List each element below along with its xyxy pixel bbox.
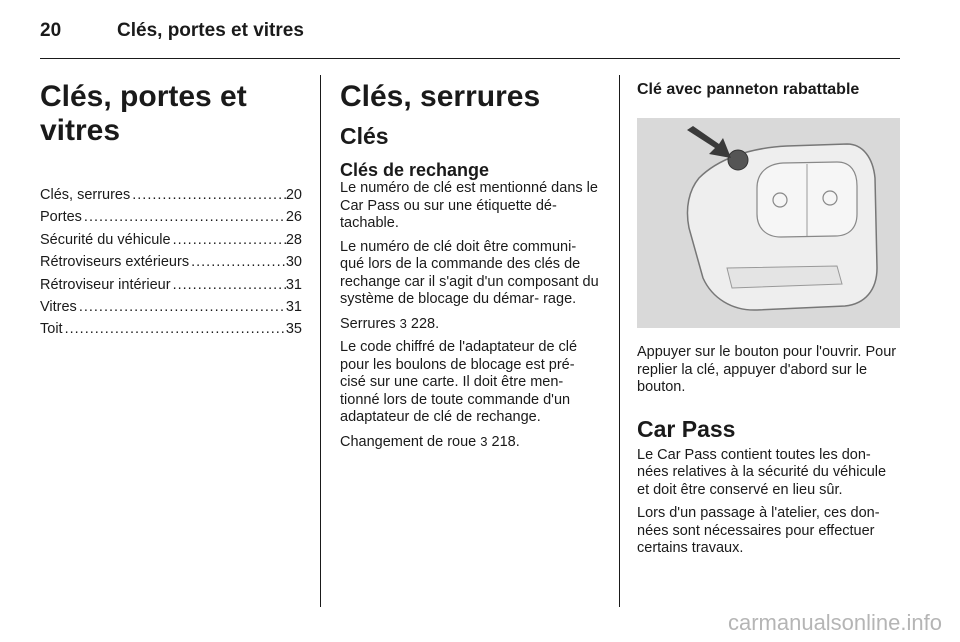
paragraph-wheel-ref <box>340 433 604 452</box>
key-icon <box>637 118 900 328</box>
toc-entry-page: 31 <box>285 299 302 316</box>
toc-leader-dots <box>171 274 286 296</box>
locks-ref-text: Serrures <box>340 315 396 332</box>
column-divider-1 <box>320 75 321 607</box>
toc-entry[interactable] <box>40 206 302 228</box>
paragraph-locks-ref <box>340 315 604 334</box>
paragraph-ordering: Le numéro de clé doit être communi- qué lors de la commande des clés de rechange car il s'agit d'un composant du système de blocage du démar- rage. <box>340 238 599 307</box>
car-pass-heading: Car Pass <box>637 415 736 442</box>
locks-ref-page[interactable]: 228. <box>410 315 440 332</box>
toc-leader-dots <box>130 184 286 206</box>
paragraph-key-number: Le numéro de clé est mentionné dans le Car Pass ou sur une étiquette dé- tachable. <box>340 180 598 231</box>
ref-arrow-icon: 3 <box>399 315 407 331</box>
section-heading: Clés, serrures <box>340 80 541 113</box>
toc-entry-label: Toit <box>40 321 63 338</box>
chapter-title: Clés, portes et vitres <box>117 20 304 41</box>
toc-entry-page: 26 <box>285 209 302 226</box>
table-of-contents <box>40 184 302 341</box>
toc-leader-dots <box>77 296 286 318</box>
chapter-heading: Clés, portes et vitres <box>40 80 247 147</box>
toc-leader-dots <box>171 229 286 251</box>
car-pass-paragraph-2: Lors d'un passage à l'atelier, ces don- nées sont nécessaires pour effectuer certains travaux. <box>637 505 880 556</box>
toc-entry-page: 31 <box>285 276 302 293</box>
spare-keys-heading: Clés de rechange <box>340 160 490 180</box>
toc-entry-label: Sécurité du véhicule <box>40 231 171 248</box>
folding-key-illustration <box>637 118 900 328</box>
toc-entry-label: Portes <box>40 209 82 226</box>
subsection-heading: Clés <box>340 123 389 149</box>
header-rule <box>40 58 900 59</box>
folding-key-caption: Appuyer sur le bouton pour l'ouvrir. Pour replier la clé, appuyer d'abord sur le bouton. <box>637 344 897 395</box>
toc-leader-dots <box>63 318 286 340</box>
page-number: 20 <box>40 20 62 41</box>
toc-leader-dots <box>189 251 286 273</box>
column-divider-2 <box>619 75 620 607</box>
toc-entry-label: Vitres <box>40 299 77 316</box>
toc-entry[interactable] <box>40 318 302 340</box>
car-pass-paragraph-1: Le Car Pass contient toutes les don- nées relatives à la sécurité du véhicule et doit être conservé en lieu sûr. <box>637 446 887 498</box>
toc-entry[interactable] <box>40 229 302 251</box>
toc-entry[interactable] <box>40 251 302 273</box>
toc-entry-page: 28 <box>285 231 302 248</box>
toc-entry-label: Clés, serrures <box>40 187 131 203</box>
toc-entry-page: 35 <box>285 321 302 338</box>
toc-entry-label: Rétroviseur intérieur <box>40 276 171 293</box>
middle-column <box>340 80 604 457</box>
toc-entry-label: Rétroviseurs extérieurs <box>40 254 190 271</box>
right-column <box>637 80 900 564</box>
paragraph-adapter-code: Le code chiffré de l'adaptateur de clé pour les boulons de blocage est pré- cisé sur une carte. Il doit être men- tionné lors de toute commande d'un adaptateur de clé de rechange. <box>340 339 578 425</box>
folding-key-heading: Clé avec panneton rabattable <box>637 81 860 98</box>
left-column <box>40 80 302 341</box>
toc-entry[interactable] <box>40 296 302 318</box>
toc-leader-dots <box>82 206 286 228</box>
toc-entry[interactable] <box>40 274 302 296</box>
wheel-ref-text: Changement de roue <box>340 433 477 450</box>
watermark-text: carmanualsonline.info <box>727 610 942 635</box>
ref-arrow-icon: 3 <box>480 433 488 449</box>
toc-entry-page: 20 <box>285 187 302 203</box>
wheel-ref-page[interactable]: 218. <box>491 433 520 450</box>
toc-entry[interactable] <box>40 184 302 206</box>
toc-entry-page: 30 <box>285 254 302 271</box>
